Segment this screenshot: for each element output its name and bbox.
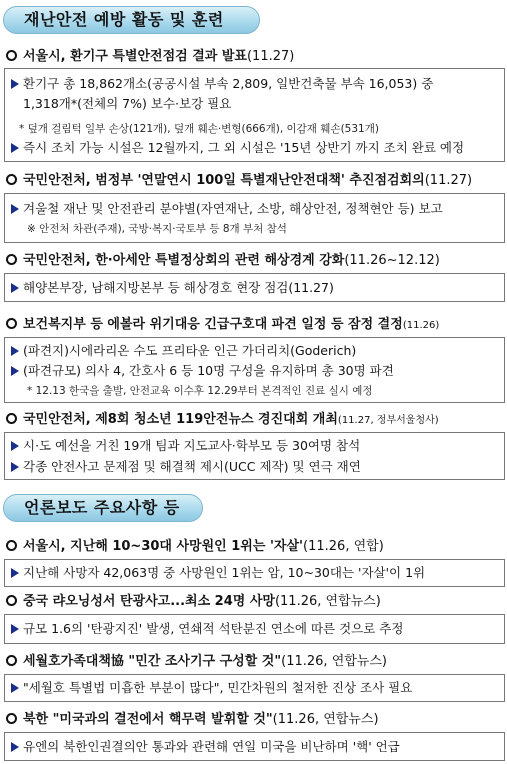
triangle-bullet-icon [11, 366, 19, 376]
heading-source: (11.27, 정부서울청사) [337, 415, 439, 426]
circle-bullet-icon [6, 655, 17, 666]
line-text: 지난해 사망자 42,063명 중 사망원인 1위는 암, 10~30대는 '자살'이 1위 [23, 565, 426, 580]
footnote [27, 383, 373, 399]
circle-bullet-icon [6, 413, 17, 424]
item-box-winter-safety [4, 193, 505, 243]
item-box-north-korea [4, 732, 505, 761]
heading-text: 서울시, 환기구 특별안전점검 결과 발표 [23, 49, 247, 64]
item-heading-sewol [6, 653, 503, 671]
footnote [19, 121, 379, 137]
item-box-seoul-vents [4, 68, 505, 162]
triangle-bullet-icon [11, 143, 19, 153]
heading-text: 서울시, 지난해 10~30대 사망원인 1위는 '자살' [23, 539, 304, 554]
line-text: 1,318개*(전체의 7%) 보수·보강 필요 [23, 96, 232, 111]
triangle-bullet-icon [11, 624, 19, 634]
footnote-text: * 덮개 걸림턱 일부 손상(121개), 덮개 훼손·변형(666개), 이감재 훼손(531개) [19, 123, 379, 135]
section-title-prevention [3, 6, 260, 34]
heading-source: (11.27) [246, 49, 295, 64]
footnote-text: * 12.13 한국을 출발, 안전교육 이수후 12.29부터 본격적인 진료 실시 예정 [27, 385, 373, 397]
footnote [27, 221, 287, 237]
heading-text: 북한 "미국과의 결전에서 핵무력 발휘할 것" [23, 712, 273, 727]
line-text: 겨울철 재난 및 안전관리 분야별(자연재난, 소방, 해상안전, 정책현안 등) 보고 [23, 201, 443, 216]
heading-text: 중국 랴오닝성서 탄광사고...최소 24명 사망 [23, 594, 275, 609]
line-text: 시·도 예선을 거친 19개 팀과 지도교사·학부모 등 30여명 참석 [23, 438, 361, 453]
item-box-mine-accident [4, 614, 505, 644]
line-text: 유엔의 북한인권결의안 통과와 관련해 연일 미국을 비난하며 '핵' 언급 [23, 739, 400, 754]
circle-bullet-icon [6, 713, 17, 724]
item-box-ebola [4, 337, 505, 403]
triangle-bullet-icon [11, 568, 19, 578]
item-heading-mine-accident [6, 593, 503, 611]
heading-text: 세월호가족대책協 "민간 조사기구 구성할 것" [23, 654, 282, 669]
item-box-sewol [4, 674, 505, 702]
list-item [23, 362, 498, 380]
section-title-press [3, 494, 203, 522]
triangle-bullet-icon [11, 346, 19, 356]
list-item [23, 738, 498, 756]
line-text: 규모 1.6의 '탄광지진' 발생, 연쇄적 석탄분진 연소에 따른 것으로 추정 [23, 621, 404, 636]
circle-bullet-icon [6, 540, 17, 551]
heading-text: 국민안전처, 제8회 청소년 119안전뉴스 경진대회 개최 [23, 412, 338, 427]
item-heading-ebola [6, 316, 503, 334]
item-heading-suicide [6, 538, 503, 556]
heading-source: (11.26~12.12) [344, 253, 440, 268]
triangle-bullet-icon [11, 283, 19, 293]
heading-source: (11.26, 연합뉴스) [281, 654, 387, 669]
line-text: 즉시 조치 가능 시설은 12월까지, 그 외 시설은 '15년 상반기 까지 조치 완료 예정 [23, 140, 465, 155]
item-heading-119-news [6, 411, 503, 429]
circle-bullet-icon [6, 595, 17, 606]
heading-text: 국민안전처, 한·아세안 특별정상회의 관련 해상경계 강화 [23, 253, 345, 268]
line-text: (파견지)시에라리온 수도 프리타운 인근 가더리치(Goderich) [23, 343, 357, 358]
line-text: (파견규모) 의사 4, 간호사 6 등 10명 구성을 유지하며 총 30명 파견 [23, 363, 394, 378]
list-item [23, 620, 498, 638]
footnote-text: ※ 안전처 차관(주재), 국방·복지·국토부 등 8개 부처 참석 [27, 223, 287, 235]
list-item [23, 437, 498, 455]
line-text: "세월호 특별법 미흡한 부분이 많다", 민간차원의 철저한 진상 조사 필요 [23, 680, 413, 695]
heading-source: (11.26) [402, 320, 440, 331]
triangle-bullet-icon [11, 742, 19, 752]
item-box-119-news [4, 432, 505, 480]
list-item [23, 564, 498, 582]
line-text: 해양본부장, 남해지방본부 등 해상경호 현장 점검(11.27) [23, 280, 334, 295]
section-title-text: 언론보도 주요사항 등 [24, 498, 180, 517]
heading-source: (11.26, 연합뉴스) [272, 712, 379, 727]
heading-text: 보건복지부 등 에볼라 위기대응 긴급구호대 파견 일정 등 잠정 결정 [23, 317, 403, 332]
circle-bullet-icon [6, 318, 17, 329]
list-item [23, 200, 498, 218]
line-text: 각종 안전사고 문제점 및 해결책 제시(UCC 제작) 및 연극 재연 [23, 459, 361, 474]
triangle-bullet-icon [11, 441, 19, 451]
triangle-bullet-icon [11, 683, 19, 693]
list-item [23, 75, 498, 93]
item-heading-asean-security [6, 252, 503, 270]
item-heading-seoul-vents [6, 48, 503, 66]
line-text: 환기구 총 18,862개소(공공시설 부속 2,809, 일반건축물 부속 16,053) 중 [23, 76, 434, 91]
list-item [23, 139, 498, 157]
triangle-bullet-icon [11, 462, 19, 472]
circle-bullet-icon [6, 50, 17, 61]
list-item [23, 342, 498, 360]
circle-bullet-icon [6, 174, 17, 185]
item-box-suicide [4, 559, 505, 587]
heading-source: (11.26, 연합) [303, 539, 384, 554]
list-item [23, 95, 498, 113]
heading-source: (11.26, 연합뉴스) [274, 594, 381, 609]
item-box-asean-security [4, 273, 505, 302]
section-title-text: 재난안전 예방 활동 및 훈련 [24, 10, 224, 29]
item-heading-north-korea [6, 711, 503, 729]
heading-text: 국민안전처, 범정부 '연말연시 100일 특별재난안전대책' 추진점검회의 [23, 173, 425, 188]
triangle-bullet-icon [11, 79, 19, 89]
list-item [23, 279, 498, 297]
item-heading-winter-safety [6, 172, 503, 190]
list-item [23, 679, 498, 697]
circle-bullet-icon [6, 254, 17, 265]
list-item [23, 458, 498, 476]
triangle-bullet-icon [11, 204, 19, 214]
heading-source: (11.27) [424, 173, 473, 188]
